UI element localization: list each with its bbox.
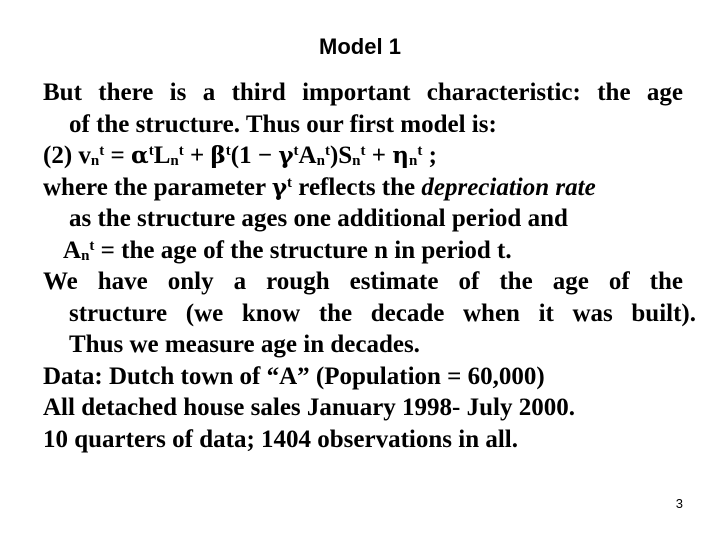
depreciation-rate-text: depreciation rate [421, 173, 596, 201]
text-line-9: Thus we measure age in decades. [69, 331, 420, 358]
text-line-10: Data: Dutch town of “A” (Population = 60,000) [43, 362, 545, 390]
text-line-12: 10 quarters of data; 1404 observations in all. [43, 425, 518, 453]
eq-sub-n: n [90, 153, 100, 169]
age-sub-n: n [81, 247, 90, 264]
eq-plus: + [183, 142, 211, 169]
eq-sub-n: n [316, 153, 325, 169]
where-mid: reflects the [292, 173, 422, 201]
eq-A: A [298, 142, 317, 169]
text-line-1: But there is a third important characteristic: the age [43, 79, 683, 106]
eq-sup-t: t [417, 143, 423, 159]
age-sup-t: t [89, 237, 95, 254]
slide-title: Model 1 [319, 34, 401, 59]
eq-sup-t: t [225, 143, 231, 159]
text-line-7: We have only a rough estimate of the age of the [43, 268, 683, 295]
gamma-symbol: γ [278, 142, 294, 169]
beta-symbol: β [210, 142, 226, 169]
eq-sup-t: t [293, 143, 299, 159]
eq-sup-t: t [324, 143, 330, 159]
eq-paren-close-S: )S [329, 142, 353, 169]
eq-plus: + [365, 142, 393, 169]
eq-sub-n: n [170, 153, 179, 169]
age-A: A [63, 236, 82, 264]
text-line-11: All detached house sales January 1998- July 2000. [43, 394, 575, 421]
age-definition [43, 235, 683, 267]
age-rest: = the age of the structure n in period t. [94, 236, 512, 264]
eq-sub-n: n [352, 153, 361, 169]
text-line-5: as the structure ages one additional period and [69, 205, 568, 232]
eq-sub-n: n [409, 153, 418, 169]
eq-sup-t: t [178, 143, 184, 159]
eq-equals: = [104, 142, 131, 169]
text-line-where [43, 172, 683, 204]
alpha-symbol: α [131, 142, 149, 169]
eq-label: (2) v [43, 142, 91, 169]
eq-L: L [153, 142, 171, 169]
eq-sup-t: t [99, 143, 105, 159]
text-line-2: of the structure. Thus our first model is: [69, 110, 497, 138]
eq-sup-t: t [148, 143, 154, 159]
eq-paren-open: (1 − [230, 142, 279, 169]
text-line-8: structure (we know the decade when it was built). [69, 299, 696, 327]
where-pre: where the parameter [43, 173, 272, 201]
slide-number: 3 [675, 496, 683, 511]
model-equation [43, 140, 683, 172]
gamma-symbol: γ [271, 173, 288, 201]
slide-body [43, 77, 696, 455]
eq-end: ; [422, 142, 437, 169]
eta-symbol: η [392, 142, 409, 169]
where-sup-t: t [287, 174, 293, 191]
eq-sup-t: t [360, 143, 366, 159]
